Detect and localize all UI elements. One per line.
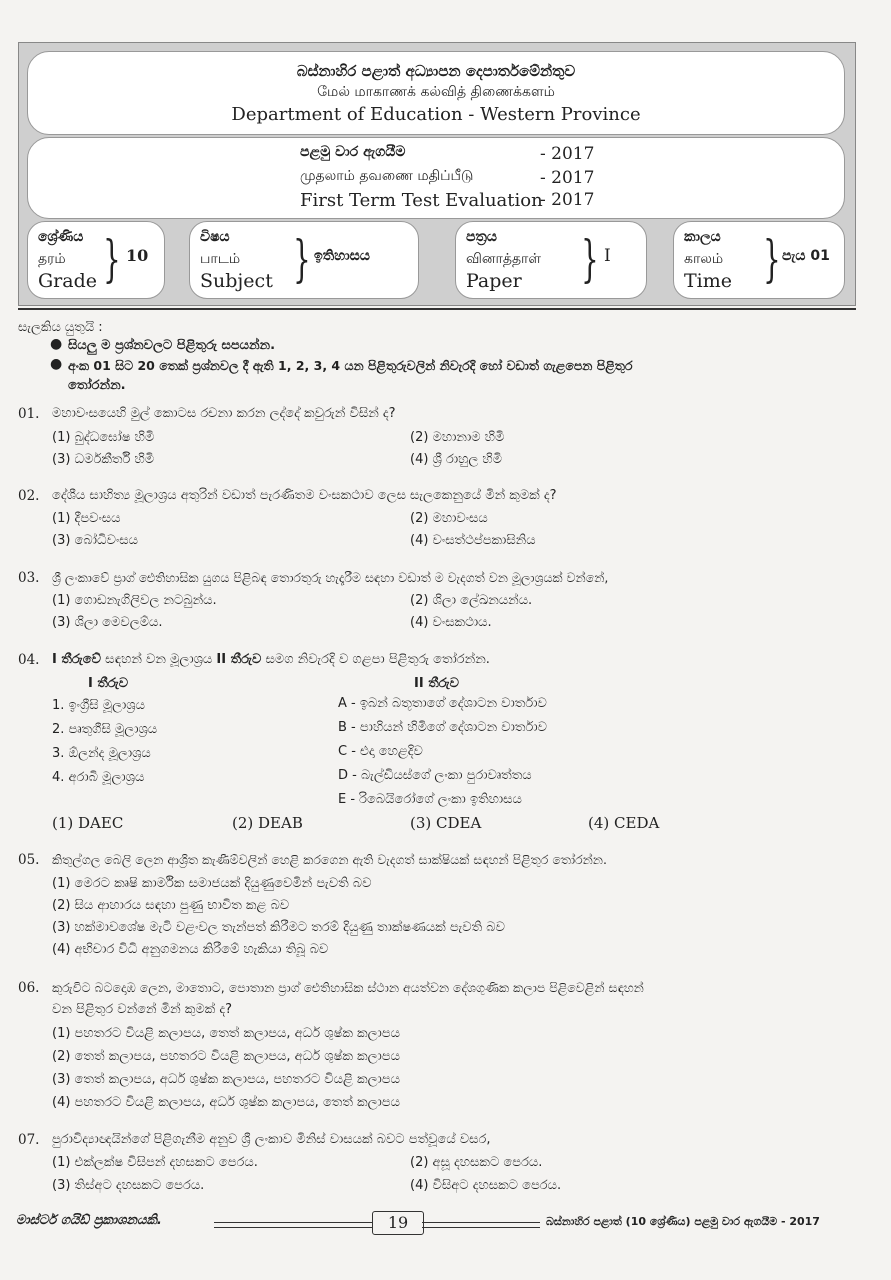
option-2: (2) ශිලා ලේඛනයන්ය. [410,593,533,608]
paper-label-ta: வினாத்தாள் [466,251,542,267]
subject-label-en: Subject [200,270,273,292]
option-1: (1) මෙරට කෘෂි කාර්මික සමාජයක් දියුණුවෙමින් පැවති බව [52,876,372,891]
test-title-sinhala: පළමු වාර ඇගයීම [300,144,406,160]
bullet-icon: ● [50,336,63,352]
time-cell [673,221,845,299]
time-label-en: Time [684,270,733,292]
grade-cell [27,221,165,299]
question-number: 04. [18,652,40,668]
column-2-item: C - එදා හෙළදිව [338,744,423,759]
question-number: 01. [18,406,40,422]
bullet-icon: ● [50,356,63,372]
option-4: (4) ශ්‍රී රාහුල හිමි [410,452,502,467]
grade-value: 10 [126,246,149,265]
department-tamil: மேல் மாகாணக் கல்வித் திணைக்களம் [317,84,555,100]
question-text: මහාවංසයෙහි මුල් කොටස රචනා කරන ලද්දේ කවුරුන් විසින් ද? [52,406,396,421]
test-title-tamil: முதலாம் தவணை மதிப்பீடு [300,168,474,184]
department-box [27,51,845,135]
brace-icon: } [103,230,121,288]
footer-line [422,1222,540,1228]
footer-line [214,1222,372,1228]
instructions-title: සැලකිය යුතුයි : [18,320,103,335]
column-2-header: II තීරුව [414,676,459,691]
column-2-item: D - බැල්ඩියස්ගේ ලංකා පුරාවෘත්තය [338,768,532,783]
question-number: 03. [18,570,40,586]
question-text: පුරාවිද්‍යාඥයින්ගේ පිළිගැනීම අනුව ශ්‍රී ලංකාව මිනිස් වාසයක් බවට පත්වූයේ වසර, [52,1132,491,1147]
instruction-1: සියලු ම ප්‍රශ්නවලට පිළිතුරු සපයන්න. [68,338,276,353]
option-1: (1) ගොඩනැගිලිවල නටබුන්ය. [52,593,217,608]
question-text: I තීරුවේ සඳහන් වන මූලාශ්‍රය II තීරුව සමග නිවැරදි ව ගළපා පිළිතුරු තෝරන්න. [52,652,490,667]
department-sinhala: බස්නාහිර පළාත් අධ්‍යාපන දෙපාර්තමේන්තුව [296,62,576,80]
option-3: (3) බෝධිවංසය [52,533,138,548]
department-english: Department of Education - Western Province [231,104,641,125]
option-4: (4) වංසකථාය. [410,615,492,630]
column-2-item: A - ඉබන් බතූතාගේ දේශාටන වාර්තාව [338,696,547,711]
grade-label-ta: தரம் [38,251,66,267]
subject-cell [189,221,419,299]
page-number: 19 [372,1211,424,1235]
grade-label-en: Grade [38,270,97,292]
option-1: (1) පහතරට වියළි කලාපය, තෙත් කලාපය, අර්ධ ශුෂ්ක කලාපය [52,1026,400,1041]
time-value: පැය 01 [782,248,830,264]
option-3: (3) තිස්අට දහසකට පෙරය. [52,1178,205,1193]
option-3: (3) තෙත් කලාපය, අර්ධ ශුෂ්ක කලාපය, පහතරට වියළි කලාපය [52,1072,400,1087]
question-text: කුරුවිට බටදොඹ ලෙන, මාතොට, පොතාන ප්‍රාග් ඓතිහාසික ස්ථාන අයත්වන දේශගුණික කලාප පිළිවෙළින් සඳහන් [52,980,644,995]
option-4: (4) අභිචාර විධි අනුගමනය කිරීමේ හැකියා තිබූ බව [52,942,329,957]
grade-label-si: ශ්‍රේණිය [38,229,84,245]
instruction-2-cont: තෝරන්න. [68,378,126,393]
option-1: (1) දීපවංසය [52,511,121,526]
column-2-item: E - රිබෙයිරෝගේ ලංකා ඉතිහාසය [338,792,522,807]
test-title-english: First Term Test Evaluation [300,190,543,211]
column-1-item: 4. අරාබි මූලාශ්‍රය [52,770,145,785]
option-3: (3) ශිලා මෙවලම්ය. [52,615,163,630]
subject-label-si: විෂය [200,229,230,245]
column-1-header: I තීරුව [88,676,129,691]
subject-value: ඉතිහාසය [314,248,370,264]
publisher-name: මාස්ටර් ගයිඩ් ප්‍රකාශනයකි. [16,1213,162,1228]
column-2-item: B - පාහියන් හිමිගේ දේශාටන වාර්තාව [338,720,547,735]
instruction-2: අංක 01 සිට 20 තෙක් ප්‍රශ්නවල දී ඇති 1, 2, 3, 4 යන පිළිතුරුවලින් නිවැරදි හෝ වඩාත් ගැළපෙන පිළිතුර [68,358,633,373]
test-title-box [27,137,845,219]
test-year: - 2017 [540,168,595,188]
option-1: (1) එක්ලක්ෂ විසිපන් දහසකට පෙරය. [52,1155,258,1170]
column-1-item: 2. පෘතුගීසි මූලාශ්‍රය [52,722,158,737]
question-text-cont: වන පිළිතුර වන්නේ මින් කුමක් ද? [52,1002,233,1017]
question-text: දේශීය සාහිත්‍ය මූලාශ්‍රය අතුරින් වඩාත් පැරණිතම වංසකථාව ලෙස සැලකෙනුයේ මින් කුමක් ද? [52,488,557,503]
time-label-si: කාලය [684,229,721,245]
question-number: 07. [18,1132,40,1148]
option-3: (3) හක්මාවශේෂ මැටි වළංවල තැන්පත් කිරීමට තරම් දියුණු තාක්ෂණයක් පැවති බව [52,920,505,935]
paper-cell [455,221,647,299]
time-label-ta: காலம் [684,251,724,267]
test-year: - 2017 [540,144,595,164]
option-2: (2) මහානාම හිමි [410,430,505,445]
option-4: (4) වංසත්ථප්පකාසිනිය [410,533,536,548]
option-2: (2) අසූ දහසකට පෙරය. [410,1155,543,1170]
brace-icon: } [581,230,599,288]
question-text: ශ්‍රී ලංකාවේ ප්‍රාග් ඓතිහාසික යුගය පිළිබඳ තොරතුරු හැදෑරීම සඳහා වඩාත් ම වැදගත් වන මූලාශ්‍රයක් වන්නේ, [52,570,609,585]
question-number: 06. [18,980,40,996]
exam-header [18,42,856,306]
option-4: (4) CEDA [588,814,660,832]
column-1-item: 3. ඕලන්ද මූලාශ්‍රය [52,746,151,761]
option-3: (3) ධර්මකීර්ති හිමි [52,452,155,467]
brace-icon: } [293,230,311,288]
option-4: (4) පහතරට වියළි කලාපය, අර්ධ ශුෂ්ක කලාපය, තෙත් කලාපය [52,1095,400,1110]
column-1-item: 1. ඉංග්‍රීසි මූලාශ්‍රය [52,698,145,713]
paper-value: I [604,246,611,266]
option-2: (2) DEAB [232,814,303,832]
option-1: (1) බුද්ධඝෝෂ හිමි [52,430,155,445]
option-2: (2) තෙත් කලාපය, පහතරට වියළි කලාපය, අර්ධ ශුෂ්ක කලාපය [52,1049,400,1064]
divider [18,308,856,310]
paper-label-en: Paper [466,270,522,292]
question-number: 02. [18,488,40,504]
question-text: කිතුල්ගල බෙලි ලෙන ආශ්‍රිත කැණීම්වලින් හෙළි කරගෙන ඇති වැදගත් සාක්ෂියක් සඳහන් පිළිතුර තෝරන්න. [52,852,607,867]
footer-exam-title: බස්නාහිර පළාත් (10 ශ්‍රේණිය) පළමු වාර ඇගයීම - 2017 [546,1215,820,1228]
option-2: (2) මහාවංසය [410,511,488,526]
option-3: (3) CDEA [410,814,482,832]
option-1: (1) DAEC [52,814,124,832]
brace-icon: } [763,230,781,288]
option-2: (2) සිය ආහාරය සඳහා පුණු භාවිත කළ බව [52,898,290,913]
subject-label-ta: பாடம் [200,251,241,267]
paper-label-si: පත්‍රය [466,229,497,245]
test-year: - 2017 [540,190,595,210]
question-number: 05. [18,852,40,868]
option-4: (4) විසිඅට දහසකට පෙරය. [410,1178,562,1193]
